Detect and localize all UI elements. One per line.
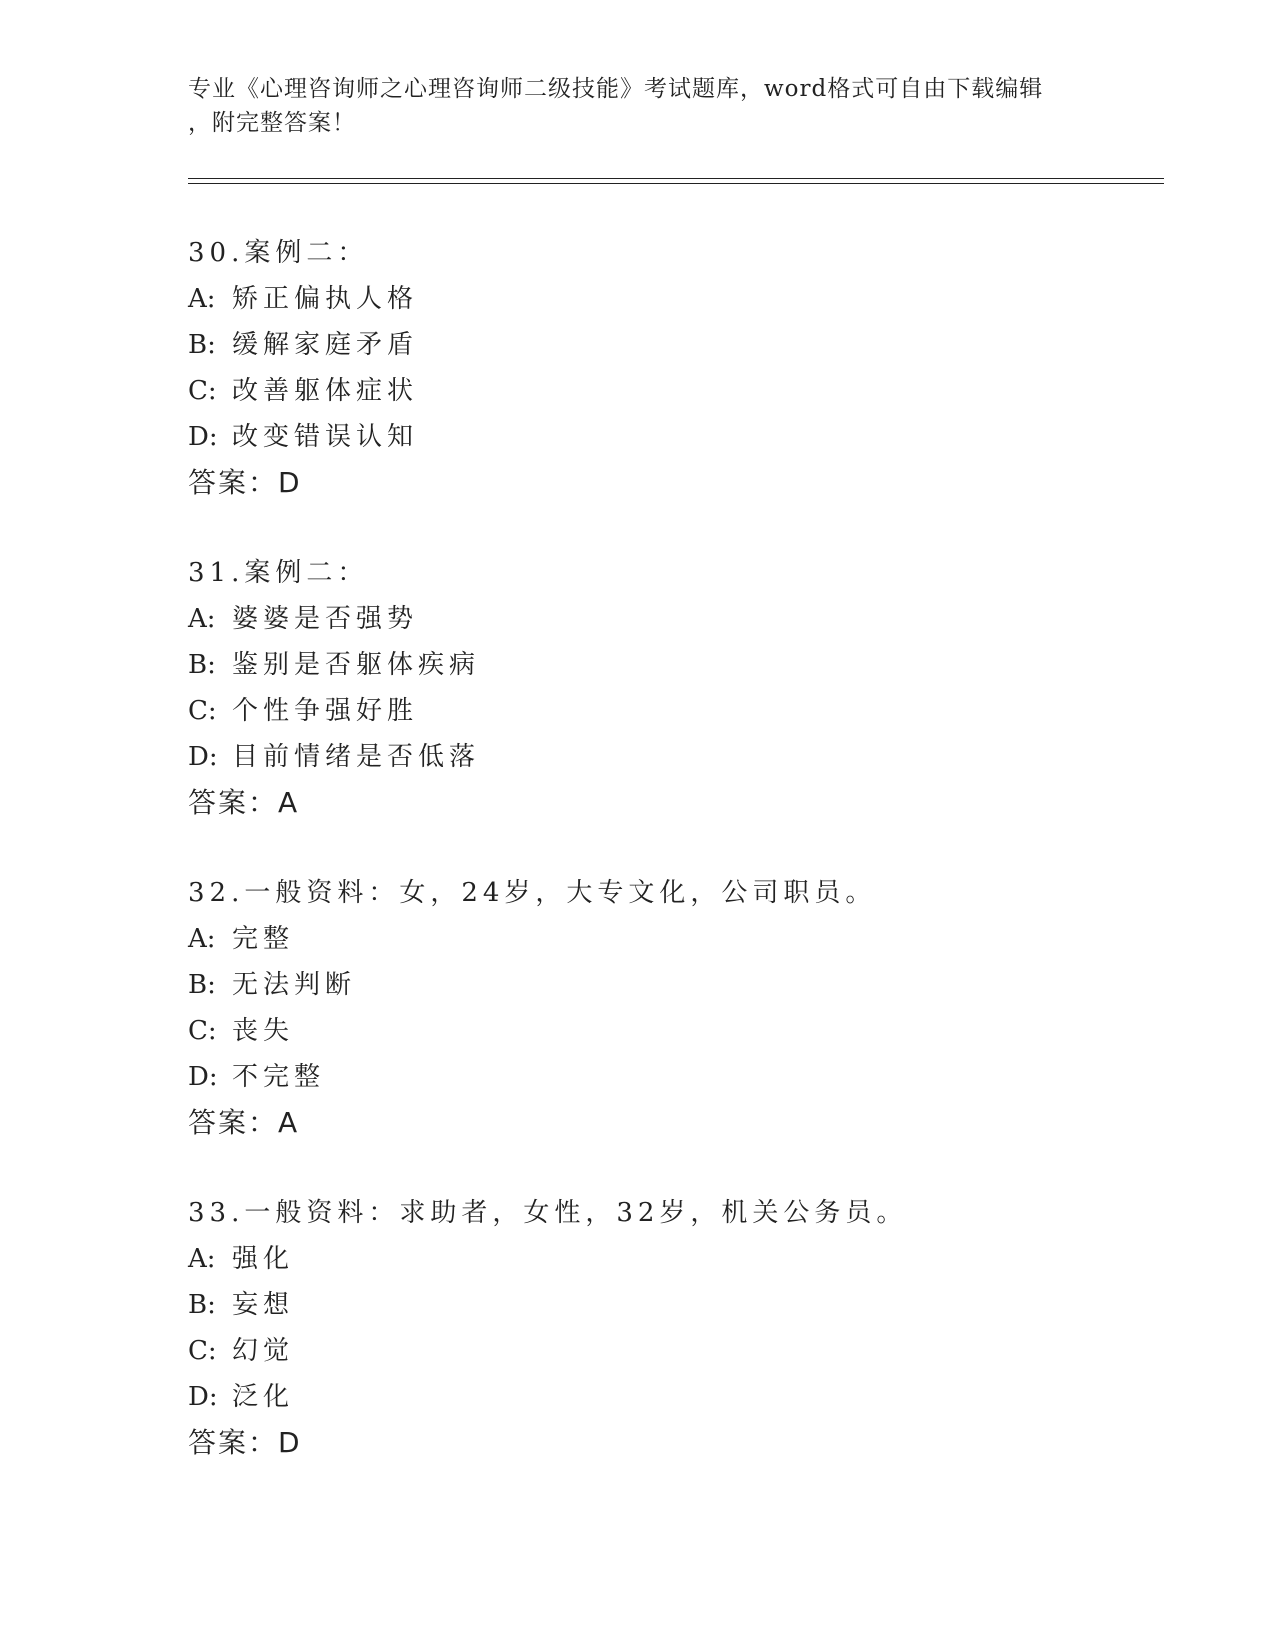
option-letter: A: [188, 284, 216, 314]
option-b [188, 962, 1148, 1008]
option-text: 婆婆是否强势 [232, 604, 419, 634]
option-letter: C: [188, 696, 217, 726]
header-subtitle-line: ，附完整答案！ [188, 110, 356, 136]
option-text: 改变错误认知 [232, 422, 419, 452]
option-text: 泛化 [232, 1382, 295, 1412]
question-stem: 33.一般资料：求助者，女性，32岁，机关公务员。 [188, 1198, 908, 1228]
answer-line: 答案：D [188, 1426, 302, 1459]
option-text: 无法判断 [232, 970, 357, 1000]
option-a [188, 1236, 1148, 1282]
option-a [188, 276, 1148, 322]
option-d [188, 414, 1148, 460]
option-d [188, 1054, 1148, 1100]
option-letter: D: [188, 1382, 218, 1412]
question-stem: 32.一般资料：女，24岁，大专文化，公司职员。 [188, 878, 877, 908]
option-text: 鉴别是否躯体疾病 [232, 650, 481, 680]
header-divider-top [188, 178, 1164, 179]
option-text: 矫正偏执人格 [232, 284, 419, 314]
option-b [188, 642, 1148, 688]
question-32 [188, 870, 1148, 1146]
option-text: 完整 [232, 924, 295, 954]
answer-line: 答案：A [188, 1106, 300, 1139]
option-text: 丧失 [232, 1016, 295, 1046]
option-letter: B: [188, 330, 216, 360]
question-stem: 30.案例二： [188, 238, 369, 268]
option-letter: D: [188, 742, 218, 772]
option-a [188, 596, 1148, 642]
option-text: 目前情绪是否低落 [232, 742, 481, 772]
option-letter: A: [188, 924, 216, 954]
option-letter: D: [188, 1062, 218, 1092]
option-a [188, 916, 1148, 962]
option-c [188, 688, 1148, 734]
option-text: 幻觉 [232, 1336, 295, 1366]
option-c [188, 1328, 1148, 1374]
option-b [188, 1282, 1148, 1328]
question-stem: 31.案例二： [188, 558, 369, 588]
question-31 [188, 550, 1148, 826]
option-letter: B: [188, 970, 216, 1000]
option-letter: C: [188, 376, 217, 406]
option-text: 不完整 [232, 1062, 326, 1092]
option-c [188, 1008, 1148, 1054]
option-letter: B: [188, 650, 216, 680]
option-text: 强化 [232, 1244, 295, 1274]
option-text: 个性争强好胜 [232, 696, 419, 726]
option-letter: A: [188, 604, 216, 634]
header-divider-bottom [188, 183, 1164, 184]
option-c [188, 368, 1148, 414]
option-letter: C: [188, 1016, 217, 1046]
option-d [188, 734, 1148, 780]
option-b [188, 322, 1148, 368]
document-header [188, 72, 1088, 140]
answer-line: 答案：D [188, 466, 302, 499]
option-letter: D: [188, 422, 218, 452]
option-letter: C: [188, 1336, 217, 1366]
option-text: 妄想 [232, 1290, 295, 1320]
header-title-line: 专业《心理咨询师之心理咨询师二级技能》考试题库，word格式可自由下载编辑 [188, 76, 1044, 102]
answer-line: 答案：A [188, 786, 300, 819]
option-letter: A: [188, 1244, 216, 1274]
option-text: 改善躯体症状 [232, 376, 419, 406]
option-text: 缓解家庭矛盾 [232, 330, 419, 360]
option-letter: B: [188, 1290, 216, 1320]
option-d [188, 1374, 1148, 1420]
question-33 [188, 1190, 1148, 1466]
question-30 [188, 230, 1148, 506]
